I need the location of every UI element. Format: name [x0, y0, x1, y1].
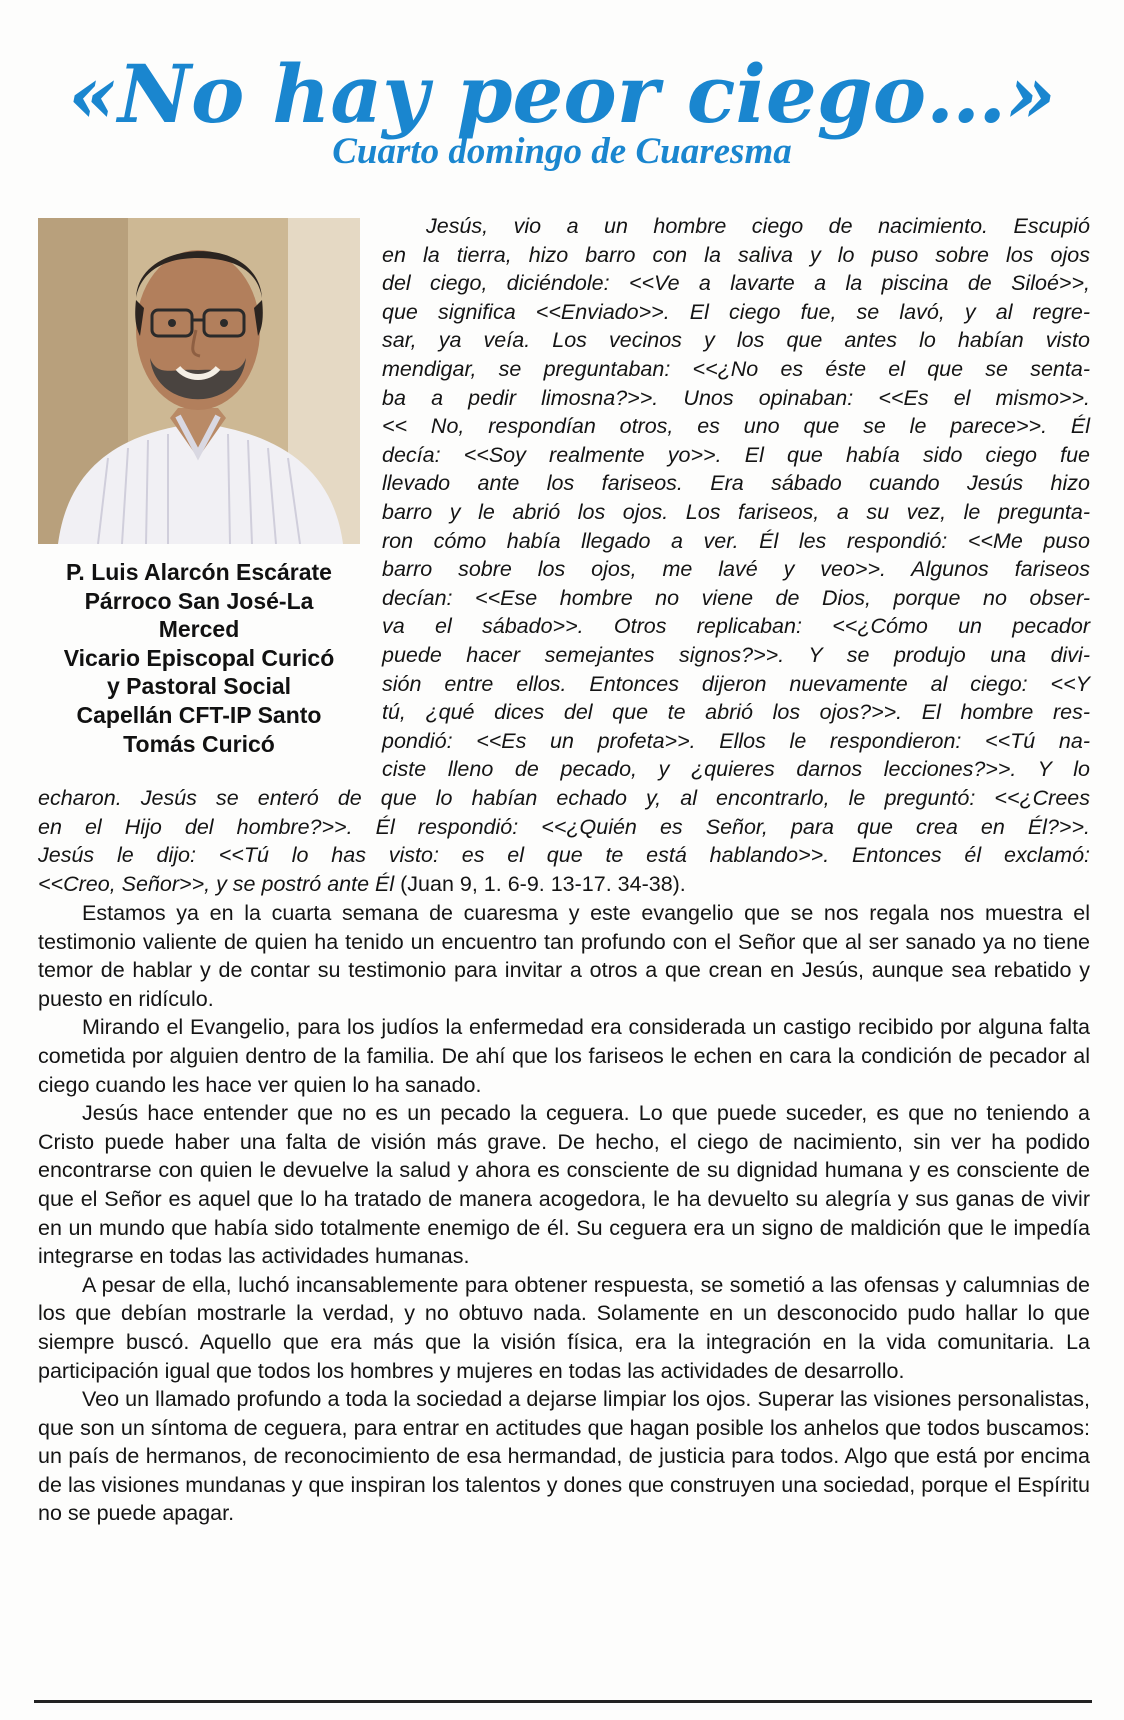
- body-paragraph: Mirando el Evangelio, para los judíos la enfermedad era considerada un castigo recibido por alguna falta cometida por alguien dentro de la familia. De ahí que los fariseos le echen en cara la condición de pecador al ciego cuando les hace ver quien lo ha sanado.: [38, 1015, 1090, 1097]
- caption-line: Párroco San José-La: [84, 587, 314, 614]
- gospel-line: que significa <<Enviado>>. El ciego fue, se lavó, y al regre-: [382, 299, 1090, 324]
- gospel-line: pondió: <<Es un profeta>>. Ellos le respondieron: <<Tú na-: [382, 728, 1090, 753]
- gospel-line: Jesús le dijo: <<Tú lo has visto: es el que te está hablando>>. Entonces él exclamó:: [38, 843, 1090, 868]
- gospel-column-right: [382, 212, 1090, 784]
- gospel-line: del ciego, diciéndole: <<Ve a lavarte a la piscina de Siloé>>,: [382, 271, 1090, 296]
- author-caption: [38, 558, 360, 758]
- gospel-line: Jesús, vio a un hombre ciego de nacimiento. Escupió: [426, 214, 1090, 238]
- gospel-line: barro y le abrió los ojos. Los fariseos, a su vez, le pregunta-: [382, 499, 1090, 524]
- gospel-line: ron cómo había llegado a ver. Él les respondió: <<Me puso: [382, 528, 1090, 553]
- gospel-last-line: [38, 870, 1090, 899]
- caption-line: P. Luis Alarcón Escárate: [66, 559, 332, 585]
- article-subtitle: Cuarto domingo de Cuaresma: [332, 131, 792, 172]
- gospel-line: sión entre ellos. Entonces dijeron nuevamente al ciego: <<Y: [382, 671, 1090, 696]
- body-paragraph: Veo un llamado profundo a toda la sociedad a dejarse limpiar los ojos. Superar las visiones personalistas, que son un síntoma de ceguera, para entrar en actitudes que hagan posible los anhelos que todos buscamos: un país de hermanos, de reconocimiento de esa hermandad, de justicia para todos. Algo que está por encima de las visiones mundanas y que inspiran los talentos y dones que construyen una sociedad, porque el Espíritu no se puede apagar.: [38, 1387, 1090, 1526]
- gospel-line: sar, ya veía. Los vecinos y los que antes lo habían visto: [382, 328, 1090, 353]
- gospel-line: ciste lleno de pecado, y ¿quieres darnos lecciones?>>. Y lo: [382, 757, 1090, 782]
- article-title: «No hay peor ciego…»: [67, 47, 1057, 141]
- gospel-line: va el sábado>>. Otros replicaban: <<¿Cómo un pecador: [382, 614, 1090, 639]
- caption-line: Merced: [158, 616, 240, 643]
- body-paragraph: Jesús hace entender que no es un pecado la ceguera. Lo que puede suceder, es que no teniendo a Cristo puede haber una falta de visión más grave. De hecho, el ciego de nacimiento, sin ver ha podido encontrarse con quien le devuelve la salud y ahora es consciente de su dignidad humana y es consciente de que el Señor es aquel que lo ha tratado de manera acogedora, le ha devuelto su alegría y sus ganas de vivir en un mundo que había sido totalmente enemigo de él. Su ceguera era un signo de maldición que le impedía integrarse en todas las actividades humanas.: [38, 1101, 1090, 1269]
- gospel-line: mendigar, se preguntaban: <<¿No es éste el que se senta-: [382, 356, 1090, 381]
- gospel-citation: (Juan 9, 1. 6-9. 13-17. 34-38).: [400, 871, 686, 896]
- caption-line: y Pastoral Social: [106, 673, 292, 700]
- author-photo: [38, 218, 360, 544]
- bottom-divider: [34, 1700, 1092, 1703]
- gospel-line: ba a pedir limosna?>>. Unos opinaban: <<Es el mismo>>.: [382, 385, 1090, 410]
- gospel-line: barro sobre los ojos, me lavé y veo>>. Algunos fariseos: [382, 557, 1090, 582]
- gospel-line: << No, respondían otros, es uno que se le parece>>. Él: [382, 414, 1090, 439]
- gospel-line: decían: <<Ese hombre no viene de Dios, porque no obser-: [382, 585, 1090, 610]
- caption-line: Vicario Episcopal Curicó: [63, 644, 335, 671]
- gospel-line: tú, ¿qué dices del que te abrió los ojos?>>. El hombre res-: [382, 700, 1090, 725]
- author-portrait-illustration: [38, 218, 360, 544]
- gospel-last-quote: <<Creo, Señor>>, y se postró ante Él: [38, 871, 401, 896]
- gospel-line: en la tierra, hizo barro con la saliva y lo puso sobre los ojos: [382, 242, 1090, 267]
- gospel-line: decía: <<Soy realmente yo>>. El que había sido ciego fue: [382, 442, 1090, 467]
- body-paragraph: Estamos ya en la cuarta semana de cuaresma y este evangelio que se nos regala nos muestra el testimonio valiente de quien ha tenido un encuentro tan profundo con el Señor que al ser sanado ya no tiene temor de hablar y de contar su testimonio para invitar a otros a que crean en Jesús, aunque sea rebatido y puesto en ridículo.: [38, 901, 1090, 1011]
- gospel-line: echaron. Jesús se enteró de que lo habían echado y, al encontrarlo, le preguntó: <<¿Crees: [38, 786, 1090, 810]
- gospel-line: en el Hijo del hombre?>>. Él respondió: <<¿Quién es Señor, para que crea en Él?>>.: [38, 814, 1090, 839]
- gospel-line: llevado ante los fariseos. Era sábado cuando Jesús hizo: [382, 471, 1090, 496]
- caption-line: Tomás Curicó: [123, 730, 275, 757]
- article-body: [38, 899, 1090, 1528]
- gospel-column-full: [38, 784, 1090, 898]
- caption-line: Capellán CFT-IP Santo: [76, 701, 322, 728]
- gospel-line: puede hacer semejantes signos?>>. Y se produjo una divi-: [382, 642, 1090, 667]
- body-paragraph: A pesar de ella, luchó incansablemente para obtener respuesta, se sometió a las ofensas y calumnias de los que debían mostrarle la verdad, y no obtuvo nada. Solamente en un desconocido pudo hallar lo que siempre buscó. Aquello que era más que la visión física, era la integración en la vida comunitaria. La participación igual que todos los hombres y mujeres en todas las actividades de desarrollo.: [38, 1272, 1090, 1383]
